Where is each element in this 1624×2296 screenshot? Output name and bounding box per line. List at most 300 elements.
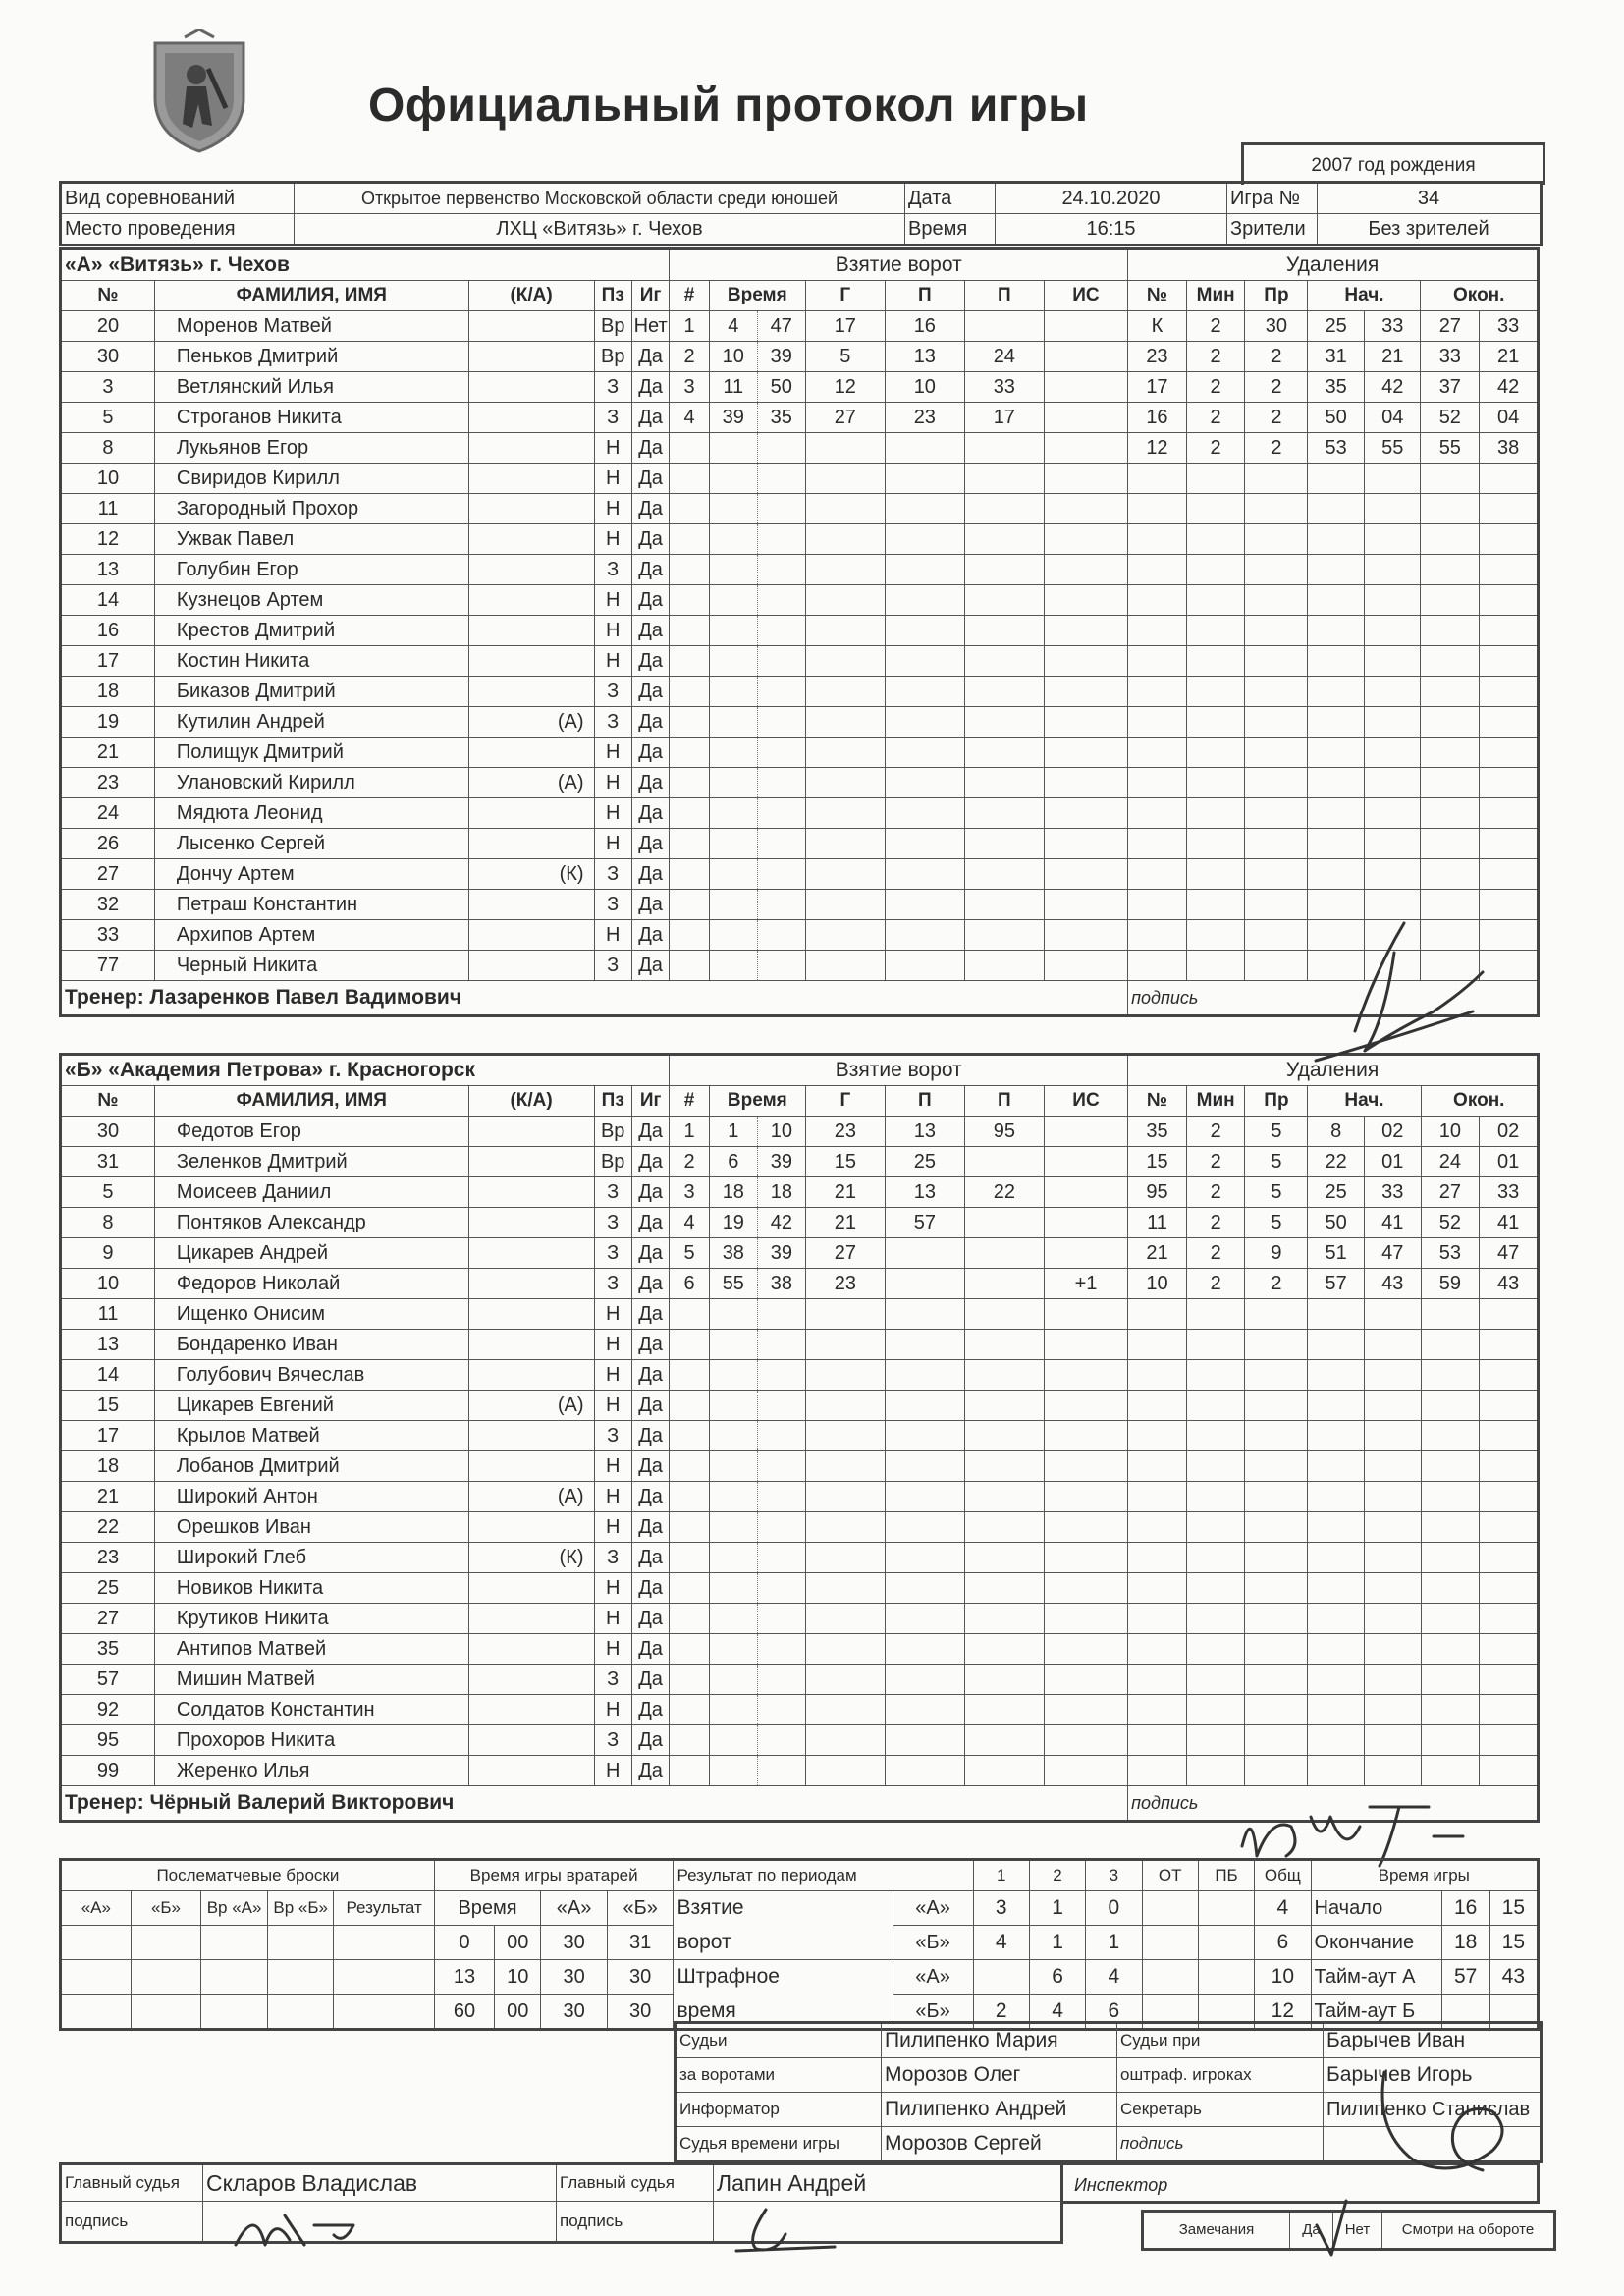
goal-scorer <box>805 1725 885 1756</box>
player-played: Да <box>631 616 669 646</box>
player-role <box>468 1756 594 1786</box>
goal-second <box>757 1604 805 1634</box>
penalty-player <box>1128 646 1187 677</box>
penalty-player <box>1128 1725 1187 1756</box>
goal-assist-1 <box>885 1604 964 1634</box>
player-name: Зеленков Дмитрий <box>154 1147 468 1177</box>
penalty-start-min: 50 <box>1308 1208 1365 1238</box>
player-row <box>61 311 1539 342</box>
player-name: Архипов Артем <box>154 920 468 951</box>
player-role <box>468 433 594 464</box>
player-name: Улановский Кирилл <box>154 768 468 798</box>
player-position: Н <box>594 768 631 798</box>
shootout-cell <box>334 1926 434 1960</box>
penalty-start-min <box>1308 1360 1365 1391</box>
shootout-cell <box>201 1995 268 2030</box>
goal-second <box>757 646 805 677</box>
player-row <box>61 433 1539 464</box>
referee-1-signature-label: подпись <box>61 2202 203 2243</box>
goal-minute <box>709 1330 757 1360</box>
player-number: 30 <box>61 342 155 372</box>
goal-assist-1: 57 <box>885 1208 964 1238</box>
penalty-end-min: 33 <box>1421 342 1480 372</box>
goal-assist-2 <box>964 951 1044 981</box>
penalty-player <box>1128 677 1187 707</box>
goal-second <box>757 707 805 738</box>
pim-a-0 <box>973 1960 1029 1995</box>
goal-index <box>670 1299 710 1330</box>
remarks-mark <box>1312 2196 1361 2265</box>
period-col-2: 3 <box>1086 1860 1142 1891</box>
penalty-reason <box>1245 1756 1308 1786</box>
player-role <box>468 1573 594 1604</box>
player-role <box>468 1238 594 1269</box>
penalty-end-sec <box>1480 707 1539 738</box>
col-header-g-p2: П <box>964 281 1044 311</box>
penalty-end-sec <box>1480 494 1539 524</box>
goal-assist-2 <box>964 738 1044 768</box>
goalie-col-b: «Б» <box>607 1891 674 1926</box>
goal-situation <box>1044 372 1127 403</box>
goalie-time-a: 30 <box>541 1960 608 1995</box>
penalty-end-min <box>1421 1573 1480 1604</box>
penalty-player <box>1128 707 1187 738</box>
player-position: З <box>594 1238 631 1269</box>
player-position: Н <box>594 1360 631 1391</box>
goal-second: 39 <box>757 342 805 372</box>
goal-index <box>670 585 710 616</box>
goal-minute: 6 <box>709 1147 757 1177</box>
player-row <box>61 768 1539 798</box>
penalty-reason <box>1245 1604 1308 1634</box>
penalties-title: Удаления <box>1128 1055 1539 1086</box>
player-row <box>61 1147 1539 1177</box>
player-position: Вр <box>594 342 631 372</box>
goal-assist-2 <box>964 768 1044 798</box>
penalty-reason: 9 <box>1245 1238 1308 1269</box>
player-role <box>468 524 594 555</box>
penalty-start-sec <box>1364 555 1421 585</box>
penalty-start-sec <box>1364 1391 1421 1421</box>
goal-scorer <box>805 555 885 585</box>
goal-assist-1 <box>885 1391 964 1421</box>
referee-2: Лапин Андрей <box>714 2164 1062 2202</box>
goal-assist-1 <box>885 859 964 890</box>
penalty-end-min: 24 <box>1421 1147 1480 1177</box>
player-number: 17 <box>61 1421 155 1451</box>
goal-minute <box>709 768 757 798</box>
player-number: 20 <box>61 311 155 342</box>
penalty-end-sec: 38 <box>1480 433 1539 464</box>
player-row <box>61 1360 1539 1391</box>
player-position: З <box>594 1543 631 1573</box>
goal-assist-1: 10 <box>885 372 964 403</box>
goal-minute <box>709 464 757 494</box>
player-row <box>61 1299 1539 1330</box>
player-row <box>61 1391 1539 1421</box>
goal-judges-label-1: Судьи <box>676 2023 882 2058</box>
goal-minute <box>709 707 757 738</box>
penalty-reason <box>1245 1360 1308 1391</box>
team-title: «А» «Витязь» г. Чехов <box>61 249 670 281</box>
player-name: Свиридов Кирилл <box>154 464 468 494</box>
penalty-player <box>1128 1451 1187 1482</box>
player-name: Солдатов Константин <box>154 1695 468 1725</box>
referee-table <box>59 2162 1063 2244</box>
shootout-col-4: Результат <box>334 1891 434 1926</box>
goal-second <box>757 1512 805 1543</box>
player-number: 21 <box>61 1482 155 1512</box>
goal-assist-1 <box>885 1573 964 1604</box>
player-row <box>61 1238 1539 1269</box>
player-played: Да <box>631 1573 669 1604</box>
player-role <box>468 738 594 768</box>
goals-label-2: ворот <box>674 1926 893 1960</box>
goalie-time-b: 31 <box>607 1926 674 1960</box>
col-header-g-time: Время <box>709 1086 805 1117</box>
penalty-reason <box>1245 1451 1308 1482</box>
penalty-minutes: 2 <box>1186 1117 1245 1147</box>
goal-scorer <box>805 1756 885 1786</box>
goal-assist-2 <box>964 1391 1044 1421</box>
timeout-b-label: Тайм-аут Б <box>1311 1995 1441 2030</box>
penalty-minutes <box>1186 798 1245 829</box>
penalty-end-sec: 04 <box>1480 403 1539 433</box>
player-position: Н <box>594 1634 631 1665</box>
goal-minute <box>709 646 757 677</box>
page-title: Официальный протокол игры <box>368 80 1089 132</box>
goal-index <box>670 1330 710 1360</box>
penalty-start-min <box>1308 1512 1365 1543</box>
penalty-reason <box>1245 555 1308 585</box>
penalty-end-min <box>1421 1391 1480 1421</box>
goal-scorer: 27 <box>805 1238 885 1269</box>
penalty-start-min <box>1308 798 1365 829</box>
goal-assist-2 <box>964 1756 1044 1786</box>
player-number: 8 <box>61 433 155 464</box>
player-role <box>468 1665 594 1695</box>
penalty-player <box>1128 1512 1187 1543</box>
goal-second <box>757 524 805 555</box>
player-name: Полищук Дмитрий <box>154 738 468 768</box>
penalty-minutes <box>1186 1543 1245 1573</box>
goal-assist-2 <box>964 920 1044 951</box>
goal-index: 4 <box>670 403 710 433</box>
goal-second <box>757 677 805 707</box>
penalty-start-sec <box>1364 829 1421 859</box>
goal-second <box>757 555 805 585</box>
player-row <box>61 1543 1539 1573</box>
col-header-played: Иг <box>631 281 669 311</box>
penalty-player <box>1128 1665 1187 1695</box>
summary-table <box>59 1858 1540 2031</box>
penalty-player <box>1128 920 1187 951</box>
col-header-g-p1: П <box>885 281 964 311</box>
player-role: (А) <box>468 707 594 738</box>
goal-minute <box>709 1391 757 1421</box>
goals-b-0: 4 <box>973 1926 1029 1960</box>
penalty-reason <box>1245 1634 1308 1665</box>
goal-minute <box>709 859 757 890</box>
player-number: 5 <box>61 1177 155 1208</box>
goals-a-4 <box>1198 1891 1254 1926</box>
goal-minute <box>709 1299 757 1330</box>
player-position: З <box>594 677 631 707</box>
goal-second <box>757 494 805 524</box>
penalty-end-sec <box>1480 738 1539 768</box>
goal-assist-1 <box>885 1725 964 1756</box>
player-number: 77 <box>61 951 155 981</box>
place-value: ЛХЦ «Витязь» г. Чехов <box>295 214 905 246</box>
player-played: Да <box>631 1360 669 1391</box>
penalty-reason <box>1245 1421 1308 1451</box>
penalty-end-sec: 33 <box>1480 311 1539 342</box>
player-row <box>61 372 1539 403</box>
player-position: З <box>594 890 631 920</box>
penalty-player <box>1128 1604 1187 1634</box>
goal-assist-2 <box>964 1208 1044 1238</box>
player-name: Жеренко Илья <box>154 1756 468 1786</box>
player-position: Вр <box>594 311 631 342</box>
penalty-player: 15 <box>1128 1147 1187 1177</box>
goal-index <box>670 646 710 677</box>
player-position: Н <box>594 585 631 616</box>
penalty-start-sec <box>1364 494 1421 524</box>
goal-assist-2 <box>964 1360 1044 1391</box>
goal-assist-2 <box>964 859 1044 890</box>
penalty-minutes <box>1186 616 1245 646</box>
player-position: Н <box>594 798 631 829</box>
player-role <box>468 1634 594 1665</box>
player-number: 14 <box>61 585 155 616</box>
goalie-col-time: Время <box>434 1891 541 1926</box>
player-number: 14 <box>61 1360 155 1391</box>
goal-second <box>757 1543 805 1573</box>
col-header-g-is: ИС <box>1044 1086 1127 1117</box>
time-value: 16:15 <box>996 214 1227 246</box>
penalty-reason <box>1245 1573 1308 1604</box>
player-row <box>61 494 1539 524</box>
player-row <box>61 1756 1539 1786</box>
goal-second: 50 <box>757 372 805 403</box>
player-row <box>61 1269 1539 1299</box>
goal-situation <box>1044 1604 1127 1634</box>
goal-minute <box>709 585 757 616</box>
goal-assist-2 <box>964 1512 1044 1543</box>
penalty-start-sec: 55 <box>1364 433 1421 464</box>
penalty-end-sec <box>1480 677 1539 707</box>
player-number: 21 <box>61 738 155 768</box>
goal-scorer <box>805 433 885 464</box>
player-name: Мишин Матвей <box>154 1665 468 1695</box>
goal-index <box>670 1482 710 1512</box>
penalty-minutes: 2 <box>1186 311 1245 342</box>
penalty-reason: 5 <box>1245 1177 1308 1208</box>
penalty-minutes <box>1186 1756 1245 1786</box>
player-number: 18 <box>61 1451 155 1482</box>
start-minute: 16 <box>1441 1891 1489 1926</box>
penalty-minutes <box>1186 555 1245 585</box>
goal-scorer <box>805 1451 885 1482</box>
penalty-start-sec <box>1364 1299 1421 1330</box>
penalty-end-sec: 42 <box>1480 372 1539 403</box>
goal-index <box>670 433 710 464</box>
player-played: Да <box>631 1177 669 1208</box>
penalty-start-sec: 04 <box>1364 403 1421 433</box>
penalty-minutes: 2 <box>1186 403 1245 433</box>
penalty-minutes: 2 <box>1186 1177 1245 1208</box>
player-position: Н <box>594 920 631 951</box>
goal-assist-1 <box>885 524 964 555</box>
goal-minute: 11 <box>709 372 757 403</box>
player-name: Новиков Никита <box>154 1573 468 1604</box>
timekeeper-label: Судья времени игры <box>676 2127 882 2162</box>
goal-situation <box>1044 1756 1127 1786</box>
player-row <box>61 1421 1539 1451</box>
goal-second: 35 <box>757 403 805 433</box>
goal-assist-2 <box>964 1725 1044 1756</box>
player-position: З <box>594 859 631 890</box>
penalty-player: К <box>1128 311 1187 342</box>
penalty-minutes <box>1186 829 1245 859</box>
player-role <box>468 311 594 342</box>
penalty-reason: 2 <box>1245 403 1308 433</box>
player-number: 13 <box>61 555 155 585</box>
player-position: З <box>594 707 631 738</box>
penalty-start-sec: 21 <box>1364 342 1421 372</box>
penalty-start-min <box>1308 464 1365 494</box>
penalty-minutes <box>1186 1512 1245 1543</box>
penalty-end-min <box>1421 677 1480 707</box>
goal-scorer: 5 <box>805 342 885 372</box>
goal-assist-1 <box>885 1665 964 1695</box>
time-label: Время <box>905 214 996 246</box>
goal-scorer <box>805 585 885 616</box>
player-role <box>468 646 594 677</box>
penalty-minutes <box>1186 464 1245 494</box>
player-played: Да <box>631 1147 669 1177</box>
goal-minute <box>709 1604 757 1634</box>
player-played: Да <box>631 1634 669 1665</box>
goal-minute <box>709 1512 757 1543</box>
goal-minute <box>709 555 757 585</box>
player-role <box>468 920 594 951</box>
referee-1: Скларов Владислав <box>203 2164 557 2202</box>
penalty-start-sec <box>1364 1604 1421 1634</box>
col-header-played: Иг <box>631 1086 669 1117</box>
penalty-start-sec <box>1364 859 1421 890</box>
player-position: З <box>594 951 631 981</box>
penalty-player <box>1128 1421 1187 1451</box>
player-position: Н <box>594 1512 631 1543</box>
goalie-time-a: 30 <box>541 1995 608 2030</box>
player-role <box>468 1117 594 1147</box>
goals-a-1: 1 <box>1029 1891 1085 1926</box>
penalty-start-min: 51 <box>1308 1238 1365 1269</box>
penalty-start-min: 50 <box>1308 403 1365 433</box>
player-number: 15 <box>61 1391 155 1421</box>
goal-second <box>757 616 805 646</box>
coach-name: Тренер: Лазаренков Павел Вадимович <box>61 981 1128 1016</box>
penalty-reason <box>1245 1482 1308 1512</box>
player-role <box>468 1604 594 1634</box>
goal-index <box>670 1421 710 1451</box>
penalty-end-sec <box>1480 1330 1539 1360</box>
player-played: Нет <box>631 311 669 342</box>
player-row <box>61 677 1539 707</box>
goalie-time-title: Время игры вратарей <box>434 1860 674 1891</box>
player-number: 17 <box>61 646 155 677</box>
penalty-start-sec <box>1364 616 1421 646</box>
player-number: 11 <box>61 1299 155 1330</box>
goal-index <box>670 1451 710 1482</box>
player-position: Н <box>594 738 631 768</box>
penalty-reason <box>1245 1665 1308 1695</box>
player-name: Цикарев Андрей <box>154 1238 468 1269</box>
goal-minute: 4 <box>709 311 757 342</box>
penalty-start-min <box>1308 616 1365 646</box>
place-label: Место проведения <box>61 214 295 246</box>
goals-a-2: 0 <box>1086 1891 1142 1926</box>
goals-title: Взятие ворот <box>670 1055 1128 1086</box>
penalty-end-min: 10 <box>1421 1117 1480 1147</box>
goal-situation: +1 <box>1044 1269 1127 1299</box>
goals-b-4 <box>1198 1926 1254 1960</box>
penalty-minutes <box>1186 1634 1245 1665</box>
player-row <box>61 1451 1539 1482</box>
goal-index <box>670 829 710 859</box>
period-col-1: 2 <box>1029 1860 1085 1891</box>
penalty-reason <box>1245 616 1308 646</box>
penalty-reason <box>1245 738 1308 768</box>
goal-minute <box>709 829 757 859</box>
goals-a-3 <box>1142 1891 1198 1926</box>
penalty-start-min <box>1308 1634 1365 1665</box>
penalty-minutes <box>1186 768 1245 798</box>
goal-assist-2 <box>964 1604 1044 1634</box>
player-row <box>61 1725 1539 1756</box>
penalty-end-min <box>1421 859 1480 890</box>
player-name: Пеньков Дмитрий <box>154 342 468 372</box>
player-number: 19 <box>61 707 155 738</box>
goal-minute <box>709 890 757 920</box>
penalty-player: 21 <box>1128 1238 1187 1269</box>
goal-second <box>757 1360 805 1391</box>
goal-index <box>670 1573 710 1604</box>
goal-situation <box>1044 1482 1127 1512</box>
player-number: 99 <box>61 1756 155 1786</box>
goal-second <box>757 1695 805 1725</box>
penalty-start-min <box>1308 1725 1365 1756</box>
goals-label-2-team: «Б» <box>893 1926 973 1960</box>
penalty-end-min <box>1421 1482 1480 1512</box>
player-played: Да <box>631 951 669 981</box>
goal-second <box>757 585 805 616</box>
penalty-end-min: 53 <box>1421 1238 1480 1269</box>
col-header-g-is: ИС <box>1044 281 1127 311</box>
goal-situation <box>1044 1208 1127 1238</box>
penalty-start-min <box>1308 1482 1365 1512</box>
goal-assist-1 <box>885 1238 964 1269</box>
goal-second <box>757 1391 805 1421</box>
goal-scorer: 21 <box>805 1208 885 1238</box>
player-position: Н <box>594 616 631 646</box>
player-position: З <box>594 403 631 433</box>
col-header-p-end: Окон. <box>1421 281 1539 311</box>
header-table <box>59 181 1543 246</box>
col-header-pos: Пз <box>594 281 631 311</box>
penalty-start-min <box>1308 555 1365 585</box>
